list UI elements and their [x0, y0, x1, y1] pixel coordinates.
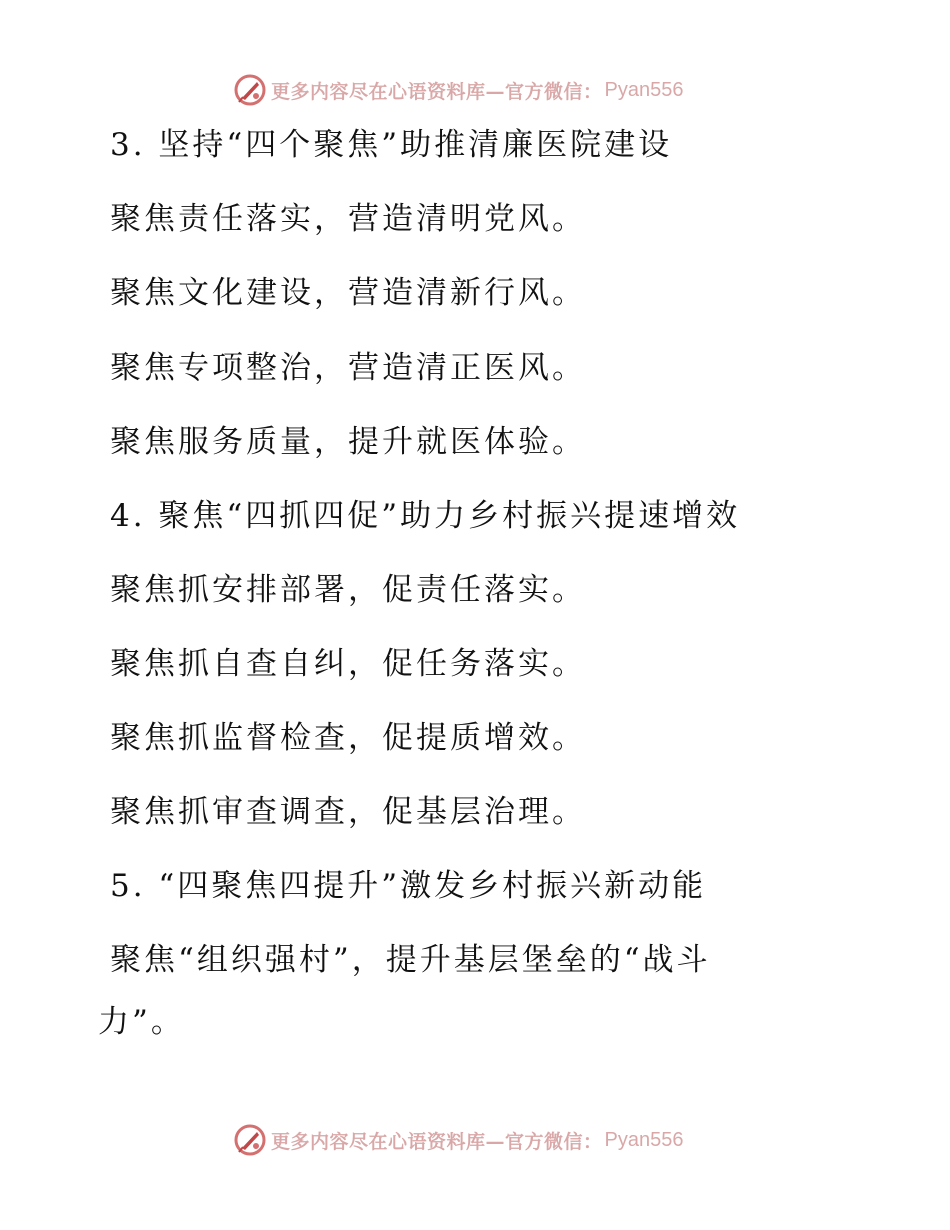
- paragraph-line: 聚焦抓安排部署，促责任落实。: [110, 572, 586, 608]
- paragraph-line: 聚焦“组织强村”，提升基层堡垒的“战斗: [110, 942, 711, 978]
- section-heading-3: 3. 坚持“四个聚焦”助推清廉医院建设: [110, 127, 673, 163]
- quill-logo-icon: [233, 1123, 267, 1157]
- paragraph-line: 聚焦专项整治，营造清正医风。: [110, 350, 586, 386]
- watermark-text: 更多内容尽在心语资料库—官方微信：: [271, 80, 603, 103]
- paragraph-line: 聚焦抓自查自纠，促任务落实。: [110, 646, 586, 682]
- paragraph-line: 聚焦抓审查调查，促基层治理。: [110, 794, 586, 830]
- section-heading-5: 5. “四聚焦四提升”激发乡村振兴新动能: [110, 868, 707, 904]
- paragraph-line: 聚焦服务质量，提升就医体验。: [110, 424, 586, 460]
- watermark-wechat-id: Pyan556: [604, 78, 684, 101]
- paragraph-line-continuation: 力”。: [98, 1004, 185, 1040]
- watermark-text: 更多内容尽在心语资料库—官方微信：: [271, 1130, 603, 1153]
- paragraph-line: 聚焦文化建设，营造清新行风。: [110, 275, 586, 311]
- watermark-wechat-id: Pyan556: [604, 1128, 684, 1151]
- quill-logo-icon: [233, 73, 267, 107]
- section-heading-4: 4. 聚焦“四抓四促”助力乡村振兴提速增效: [110, 498, 741, 534]
- footer-watermark: [233, 1122, 683, 1158]
- paragraph-line: 聚焦抓监督检查，促提质增效。: [110, 720, 586, 756]
- paragraph-line: 聚焦责任落实，营造清明党风。: [110, 201, 586, 237]
- header-watermark: [233, 72, 683, 108]
